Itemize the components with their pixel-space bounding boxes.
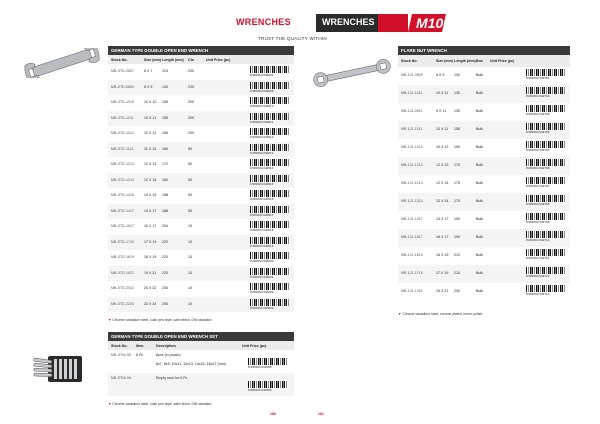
ctn: 10 <box>188 286 192 290</box>
barcode-number: 8 681504 042705 <box>526 148 550 152</box>
table-row <box>398 103 570 121</box>
ctn: 10 <box>188 270 192 275</box>
barcode-number: 8 681504 042713 <box>526 292 550 296</box>
table-row <box>108 250 294 266</box>
table-row <box>108 350 294 373</box>
length: 124 <box>162 69 168 73</box>
length: 190 <box>454 217 460 221</box>
length: 210 <box>454 253 460 257</box>
table-row <box>398 175 570 193</box>
stock-no: MB-121-0911 <box>401 109 423 113</box>
stock-no: MB-STD-1213 <box>111 162 134 166</box>
barcode-bars <box>250 128 290 135</box>
barcode-bars <box>248 358 288 365</box>
size: 8 X 9 <box>436 73 445 77</box>
barcode-number: 8 681504 041609 <box>248 388 272 392</box>
size: 8 X 9 <box>144 84 153 89</box>
stock-no: MB-STD-1819 <box>111 255 134 259</box>
col-stock: Stock No. <box>111 58 128 62</box>
barcode-bars <box>250 97 290 104</box>
barcode-number: 8 681504 040623 <box>250 305 274 310</box>
barcode-bars <box>526 159 566 166</box>
barcode-bars <box>250 283 290 290</box>
barcode-bars <box>250 299 290 306</box>
col-description: Description <box>156 344 176 348</box>
barcode-number: 8 681504 041608 <box>248 365 272 369</box>
brand-logo <box>408 11 450 35</box>
barcode-number: 8 681504 040604 <box>250 73 274 77</box>
table-row <box>398 247 570 265</box>
size: 10 X 11 <box>144 115 157 120</box>
ctn: 200 <box>188 84 194 89</box>
barcode-number: 8 681504 040619 <box>250 243 274 248</box>
barcode-number: 8 681504 040616 <box>250 197 274 201</box>
barcode <box>526 159 566 170</box>
size: 17 X 19 <box>144 239 157 244</box>
length: 230 <box>162 286 168 290</box>
stock-no: MB-121-1011 <box>401 91 423 95</box>
header-accent-bar <box>378 14 408 32</box>
col-box: Box <box>476 59 483 63</box>
barcode-bars <box>526 105 566 112</box>
table-row <box>108 111 294 127</box>
stock-no: MB-STD-2224 <box>111 301 134 306</box>
col-price: Unit Price (pc) <box>490 59 515 63</box>
barcode <box>248 358 288 369</box>
box: Bulk <box>476 73 483 77</box>
size: 12 X 14 <box>144 177 157 182</box>
barcode <box>250 159 290 170</box>
tagline: TRUST THE QUALITY WITHIN <box>258 36 327 41</box>
ctn: 50 <box>188 146 192 151</box>
section-title-right: WRENCHES <box>322 17 375 27</box>
table-row <box>398 139 570 157</box>
flare-nut-wrench-image <box>312 58 392 88</box>
stock-no: MB-121-1214 <box>401 181 423 185</box>
stock-no: MB-121-1719 <box>401 271 423 275</box>
box: Bulk <box>476 181 483 185</box>
ctn: 10 <box>188 224 192 228</box>
col-size: Size (mm) <box>436 59 453 63</box>
barcode <box>250 190 290 201</box>
barcode <box>250 175 290 186</box>
barcode <box>250 82 290 93</box>
barcode <box>526 267 566 278</box>
table-row <box>108 281 294 297</box>
section-title-left: WRENCHES <box>236 17 291 27</box>
table-row <box>398 121 570 139</box>
length: 210 <box>454 271 460 275</box>
stock-no: MB-STD-1012 <box>111 131 134 135</box>
barcode-number: 8 681504 042706 <box>526 166 550 170</box>
table-row <box>108 373 294 396</box>
barcode-bars <box>250 221 290 228</box>
length: 172 <box>162 162 168 166</box>
stock-no: MB-STD-1617 <box>111 224 134 228</box>
barcode <box>526 141 566 152</box>
length: 130 <box>454 91 460 95</box>
barcode-bars <box>526 123 566 130</box>
length: 188 <box>162 208 168 213</box>
barcode-number: 8 681504 040621 <box>250 274 274 279</box>
length: 190 <box>454 235 460 239</box>
size: 10 X 11 <box>436 91 449 95</box>
barcode <box>250 299 290 310</box>
description: Empty rack for 6 Pc <box>156 376 188 380</box>
barcode-number: 8 681504 042709 <box>526 220 550 224</box>
description-detail: 6x7, 8x9, 10x11, 12x13, 14x15, 16x17 (mm) <box>156 362 226 366</box>
size: 16 X 17 <box>436 235 449 239</box>
barcode <box>526 69 566 80</box>
box: Bulk <box>476 91 483 95</box>
flare-note-text: Chrome vanadium steel, chrome plated, mirror polish. <box>402 312 483 316</box>
length: 220 <box>162 255 168 259</box>
table-row <box>108 173 294 189</box>
stock-no: MB-121-1314 <box>401 199 423 203</box>
box: Bulk <box>476 145 483 149</box>
box: Bulk <box>476 217 483 221</box>
table-row <box>398 193 570 211</box>
length: 175 <box>454 199 460 203</box>
barcode-number: 8 681504 040615 <box>250 181 274 186</box>
size: 9 X 11 <box>436 109 447 113</box>
barcode-bars <box>526 87 566 94</box>
table-row <box>108 204 294 220</box>
barcode <box>526 285 566 296</box>
barcode-bars <box>526 285 566 292</box>
size: 12 X 13 <box>144 162 157 166</box>
flare-note: ▼ Chrome vanadium steel, chrome plated, mirror polish. <box>398 312 483 316</box>
stock-no: MB-121-1921 <box>401 289 423 293</box>
barcode-bars <box>526 141 566 148</box>
length: 130 <box>454 109 460 113</box>
stock-no: MB-121-1619 <box>401 253 423 257</box>
ctn: 50 <box>188 162 192 166</box>
size: 14 X 15 <box>144 193 157 197</box>
barcode-number: 8 681504 042710 <box>526 238 550 242</box>
ctn: 10 <box>188 301 192 306</box>
col-length: Length (mm) <box>162 58 184 62</box>
page-number-right: 181 <box>318 412 324 416</box>
length: 150 <box>454 145 460 149</box>
box: Bulk <box>476 289 483 293</box>
stock-no: MB-STD-1415 <box>111 193 134 197</box>
table-row <box>108 188 294 204</box>
barcode <box>248 381 288 392</box>
size: 17 X 19 <box>436 271 449 275</box>
table-row <box>108 219 294 235</box>
length: 155 <box>162 100 168 104</box>
barcode-bars <box>526 267 566 274</box>
table-row <box>398 265 570 283</box>
barcode-number: 8 681504 042712 <box>526 274 550 278</box>
barcode-bars <box>250 206 290 213</box>
barcode-number: 8 681504 040614 <box>250 166 274 170</box>
table-row <box>108 297 294 313</box>
stock-no: MB-STD-1010 <box>111 100 134 104</box>
barcode-bars <box>250 66 290 73</box>
table-row <box>108 95 294 111</box>
barcode <box>526 87 566 98</box>
table-row <box>398 211 570 229</box>
barcode-number: 8 681504 042704 <box>526 130 550 134</box>
length: 230 <box>454 289 460 293</box>
length: 250 <box>162 301 168 306</box>
logo-text: M10 <box>416 15 444 31</box>
barcode-number: 8 681504 040617 <box>250 212 274 217</box>
length: 170 <box>454 163 460 167</box>
box: Bulk <box>476 109 483 113</box>
box: Bulk <box>476 235 483 239</box>
stock-no: MB-STD-1113 <box>111 146 134 151</box>
box: Bulk <box>476 199 483 203</box>
stock-no: MB-121-1012 <box>401 145 423 149</box>
barcode-number: 8 681504 040611 <box>250 119 274 124</box>
barcode <box>250 237 290 248</box>
barcode-number: 8 681504 040620 <box>250 259 274 263</box>
table-row <box>108 126 294 142</box>
table-row <box>108 80 294 96</box>
wrench-set-table <box>108 341 294 397</box>
length: 160 <box>162 146 168 151</box>
stock-no: MB-STD-1011 <box>111 115 134 120</box>
barcode <box>250 113 290 124</box>
barcode-number: 8 681504 040618 <box>250 228 274 232</box>
length: 204 <box>162 224 168 228</box>
barcode-bars <box>250 113 290 120</box>
size: 18 X 19 <box>144 255 157 259</box>
stock-no: MB-STW-06 <box>111 353 131 357</box>
german-table-title: GERMAN TYPE DOUBLE OPEN END WRENCH <box>108 46 294 55</box>
barcode <box>250 97 290 108</box>
barcode <box>250 144 290 155</box>
barcode <box>250 128 290 139</box>
german-note: ▼ Chrome vanadium steel, cush pen style, satin finish, DIN standard. <box>108 318 213 322</box>
item: 6 Pc <box>136 353 144 357</box>
barcode-bars <box>250 144 290 151</box>
stock-no: MB-STD-1214 <box>111 177 134 182</box>
length: 188 <box>162 193 168 197</box>
size: 10 X 12 <box>144 131 157 135</box>
ctn: 50 <box>188 177 192 182</box>
barcode-number: 8 681504 042703 <box>526 112 550 116</box>
table-row <box>108 266 294 282</box>
barcode <box>250 66 290 77</box>
length: 175 <box>454 181 460 185</box>
table-header <box>398 55 570 67</box>
box: Bulk <box>476 163 483 167</box>
set-table-title: GERMAN TYPE DOUBLE OPEN END WRENCH SET <box>108 332 294 341</box>
length: 130 <box>454 73 460 77</box>
barcode <box>526 231 566 242</box>
german-note-text: Chrome vanadium steel, cush pen style, satin finish, DIN standard. <box>112 318 213 322</box>
set-note: ▼ Chrome vanadium steel, cush pen style, satin finish, DIN standard. <box>108 402 213 406</box>
size: 10 X 11 <box>436 127 449 131</box>
col-stock: Stock No. <box>401 59 418 63</box>
barcode <box>526 123 566 134</box>
stock-no: MB-STD-0809 <box>111 84 134 89</box>
barcode-number: 8 681504 040610 <box>250 104 274 108</box>
barcode-number: 8 681504 040613 <box>250 150 274 155</box>
length: 150 <box>454 127 460 131</box>
barcode-number: 8 681504 042702 <box>526 94 550 98</box>
ctn: 10 <box>188 239 192 244</box>
stock-no: MB-STD-2022 <box>111 286 134 290</box>
description: 6pcs (in pouch) <box>156 353 181 357</box>
length: 166 <box>162 131 168 135</box>
table-header <box>108 341 294 350</box>
barcode-bars <box>526 249 566 256</box>
size: 14 X 17 <box>144 208 157 213</box>
barcode-bars <box>248 381 288 388</box>
barcode <box>250 252 290 263</box>
stock-no: MB-STD-1417 <box>111 208 134 213</box>
barcode-bars <box>250 175 290 182</box>
stock-no: MB-121-1617 <box>401 235 423 239</box>
barcode-bars <box>250 252 290 259</box>
length: 220 <box>162 239 168 244</box>
table-row <box>108 142 294 158</box>
german-wrench-table <box>108 55 294 311</box>
barcode-bars <box>526 69 566 76</box>
flare-table-title: FLARE NUT WRENCH <box>398 46 570 55</box>
ctn: 50 <box>188 193 192 197</box>
col-ctn: Ctn <box>188 58 194 62</box>
size: 19 X 21 <box>144 270 157 275</box>
barcode <box>526 213 566 224</box>
barcode-number: 8 681504 042711 <box>526 256 550 260</box>
ctn: 10 <box>188 255 192 259</box>
barcode-number: 8 681504 040612 <box>250 135 274 139</box>
table-header <box>108 55 294 64</box>
barcode-bars <box>526 177 566 184</box>
col-price: Unit Price (pc) <box>242 344 267 348</box>
open-end-wrench-image <box>22 48 102 78</box>
stock-no: MB-STD-0607 <box>111 69 134 73</box>
box: Bulk <box>476 253 483 257</box>
size: 14 X 17 <box>436 217 449 221</box>
barcode-number: 8 681504 042701 <box>526 76 550 80</box>
length: 155 <box>162 115 168 120</box>
table-row <box>398 229 570 247</box>
box: Bulk <box>476 271 483 275</box>
size: 12 X 13 <box>436 163 449 167</box>
barcode <box>526 249 566 260</box>
barcode-number: 8 681504 042708 <box>526 202 550 206</box>
table-row <box>398 85 570 103</box>
col-size: Size (mm) <box>144 58 161 62</box>
barcode <box>250 221 290 232</box>
ctn: 200 <box>188 115 194 120</box>
barcode-bars <box>526 195 566 202</box>
table-row <box>398 157 570 175</box>
barcode-bars <box>250 237 290 244</box>
box: Bulk <box>476 127 483 131</box>
stock-no: MB-STD-1921 <box>111 270 134 275</box>
barcode-bars <box>250 159 290 166</box>
barcode-bars <box>526 213 566 220</box>
table-row <box>108 157 294 173</box>
col-price: Unit Price (pc) <box>206 58 231 62</box>
barcode-bars <box>250 268 290 275</box>
barcode-bars <box>526 231 566 238</box>
page-number-left: 180 <box>270 412 276 416</box>
ctn: 200 <box>188 100 194 104</box>
col-length: Length (mm) <box>454 59 476 63</box>
barcode <box>250 283 290 294</box>
table-row <box>108 235 294 251</box>
wrench-set-image <box>30 350 96 386</box>
barcode <box>250 206 290 217</box>
stock-no: MB-121-1213 <box>401 163 423 167</box>
size: 22 X 24 <box>144 301 157 306</box>
barcode-number: 8 681504 040609 <box>250 88 274 93</box>
stock-no: MB-STW-06- <box>111 376 132 380</box>
stock-no: MB-121-1011 <box>401 127 423 131</box>
size: 12 X 14 <box>436 181 449 185</box>
barcode-bars <box>250 190 290 197</box>
barcode-number: 8 681504 040622 <box>250 290 274 294</box>
col-item: Item <box>136 344 144 348</box>
size: 16 X 19 <box>436 253 449 257</box>
size: 20 X 22 <box>144 286 157 290</box>
barcode-number: 8 681504 042707 <box>526 184 550 188</box>
col-stock: Stock No. <box>111 344 128 348</box>
stock-no: MB-STD-1719 <box>111 239 134 244</box>
barcode <box>526 105 566 116</box>
barcode <box>250 268 290 279</box>
ctn: 50 <box>188 208 192 213</box>
barcode <box>526 177 566 188</box>
size: 16 X 17 <box>144 224 157 228</box>
table-row <box>398 67 570 85</box>
barcode <box>526 195 566 206</box>
set-note-text: Chrome vanadium steel, cush pen style, satin finish, DIN standard. <box>112 402 213 406</box>
size: 19 X 21 <box>436 289 449 293</box>
size: 10 X 10 <box>144 100 157 104</box>
stock-no: MB-121-1417 <box>401 217 423 221</box>
length: 140 <box>162 84 168 89</box>
barcode-bars <box>250 82 290 89</box>
length: 180 <box>162 177 168 182</box>
stock-no: MB-121-0809 <box>401 73 423 77</box>
size: 13 X 14 <box>436 199 449 203</box>
ctn: 200 <box>188 69 194 73</box>
ctn: 200 <box>188 131 194 135</box>
flare-nut-wrench-table <box>398 55 570 305</box>
size: 10 X 12 <box>436 145 449 149</box>
size: 11 X 13 <box>144 146 157 151</box>
table-row <box>108 64 294 80</box>
size: 6 X 7 <box>144 69 153 73</box>
length: 220 <box>162 270 168 275</box>
table-row <box>398 283 570 301</box>
